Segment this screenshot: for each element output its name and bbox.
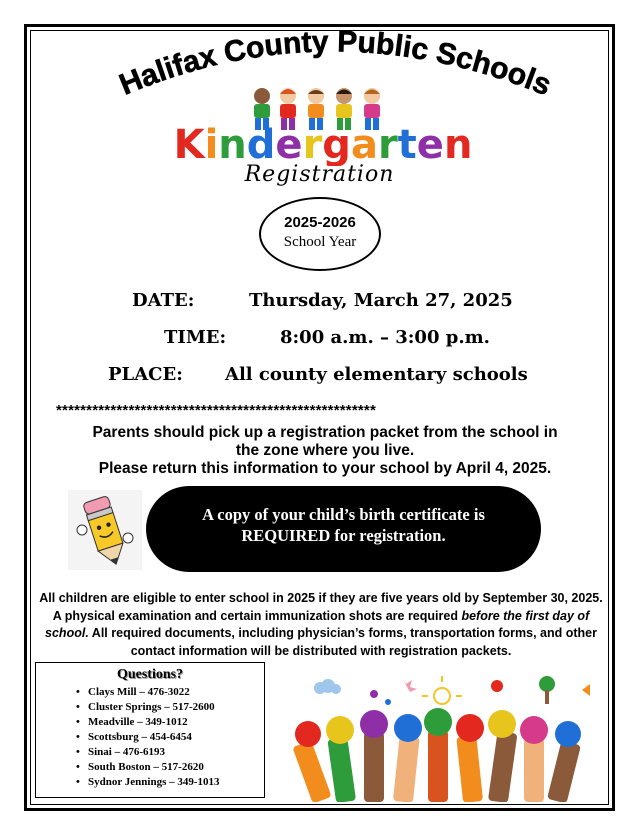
pencil-mascot-icon (68, 490, 142, 570)
instructions-line-3: Please return this information to your school by April 4, 2025. (98, 460, 552, 477)
kindergarten-letter: r (302, 122, 323, 166)
notice-line-2: REQUIRED for registration. (241, 526, 446, 545)
star-separator: ***************************************************** (56, 402, 376, 419)
list-item: • Sydnor Jennings – 349-1013 (36, 775, 264, 790)
list-item: • Sinai – 476-6193 (36, 745, 264, 760)
birth-certificate-notice (146, 486, 541, 572)
title-text: Halifax County Public Schools (114, 25, 556, 103)
place-value: All county elementary schools (225, 364, 528, 385)
date-value: Thursday, March 27, 2025 (249, 290, 513, 311)
eligibility-line-3a: school. (45, 626, 89, 640)
kindergarten-letter: a (350, 122, 378, 166)
school-contact-list (36, 685, 264, 790)
list-item: • Cluster Springs – 517-2600 (36, 700, 264, 715)
kindergarten-letter: K (173, 122, 205, 166)
kindergarten-text (174, 122, 473, 166)
kindergarten-letter: t (397, 122, 417, 166)
kindergarten-heading (158, 120, 488, 166)
kindergarten-letter: e (416, 122, 444, 166)
pickup-instructions (40, 424, 610, 478)
instructions-line-2: the zone where you live. (235, 442, 415, 459)
kindergarten-letter: d (246, 122, 276, 166)
school-year-label: School Year (283, 234, 357, 250)
time-value: 8:00 a.m. – 3:00 p.m. (280, 327, 490, 348)
kindergarten-letter: n (218, 122, 247, 166)
eligibility-line-1: All children are eligible to enter school in 2025 if they are five years old by September 30, 2025. (39, 591, 603, 605)
eligibility-line-2a: A physical examination and certain immunization shots are required (52, 608, 462, 623)
eligibility-line-3b: All required documents, including physician’s forms, transportation forms, and other (88, 626, 597, 640)
list-item: • Clays Mill – 476-3022 (36, 685, 264, 700)
list-item: • Meadville – 349-1012 (36, 715, 264, 730)
place-label: PLACE: (108, 364, 183, 385)
registration-subtitle: Registration (244, 162, 395, 187)
kindergarten-letter: r (377, 122, 398, 166)
kindergarten-letter: n (443, 122, 473, 166)
painted-hands-icon (292, 672, 602, 802)
notice-line-1: A copy of your child’s birth certificate is (202, 505, 485, 524)
list-item: • Scottsburg – 454-6454 (36, 730, 264, 745)
school-year-oval (259, 197, 381, 271)
school-year-value: 2025-2026 (284, 214, 356, 231)
questions-title: Questions? (116, 667, 184, 682)
eligibility-line-2b: before the first day of (461, 608, 590, 623)
date-label: DATE: (132, 290, 195, 311)
questions-box (35, 662, 265, 798)
list-item: • South Boston – 517-2620 (36, 760, 264, 775)
instructions-line-1: Parents should pick up a registration packet from the school in (92, 424, 558, 441)
eligibility-line-4: contact information will be distributed with registration packets. (130, 643, 512, 658)
kindergarten-letter: e (275, 122, 303, 166)
time-label: TIME: (164, 327, 227, 348)
kindergarten-letter: g (322, 122, 351, 166)
eligibility-paragraph (34, 590, 608, 660)
kindergarten-letter: i (204, 122, 219, 166)
